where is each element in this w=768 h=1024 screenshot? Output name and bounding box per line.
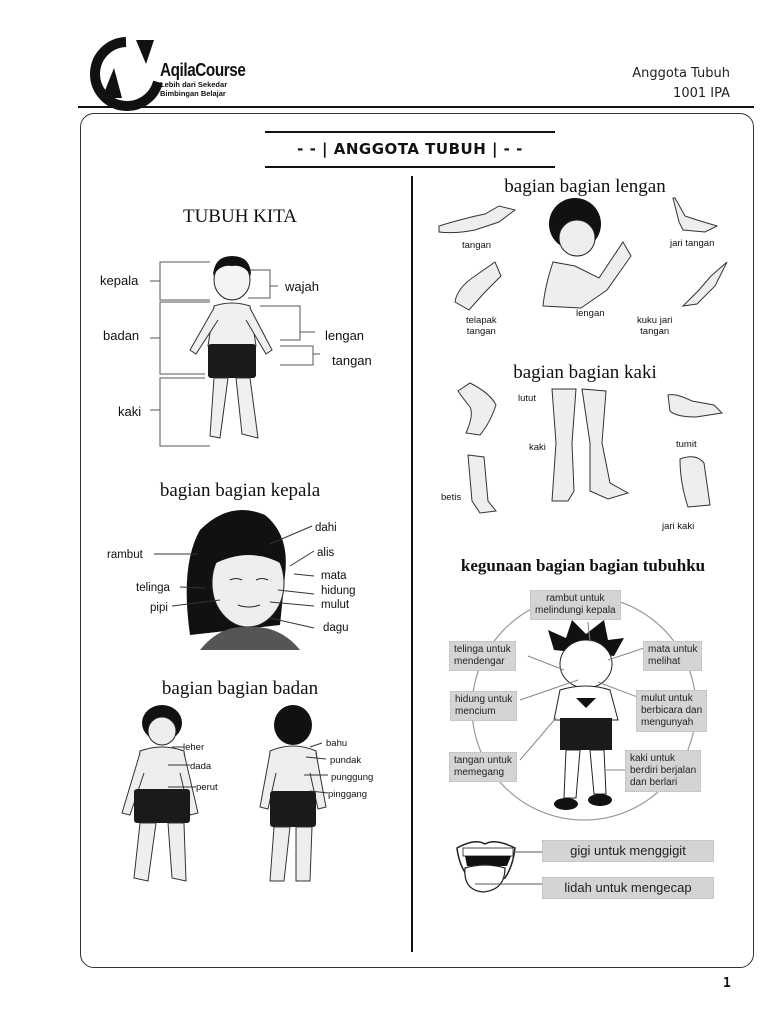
label-pipi: pipi	[150, 602, 168, 614]
use-kaki-line-1: kaki untuk	[630, 753, 676, 764]
label-leg-kaki: kaki	[529, 442, 546, 453]
kuku-line-1: kuku jari	[637, 315, 673, 326]
label-punggung: punggung	[331, 772, 374, 783]
tagline-line-1: Lebih dari Sekedar	[160, 80, 228, 89]
label-dagu: dagu	[323, 622, 349, 634]
label-wajah: wajah	[285, 279, 319, 294]
label-hidung: hidung	[321, 585, 356, 597]
label-perut: perut	[196, 782, 218, 793]
section-title-kepala: bagian bagian kepala	[159, 480, 321, 501]
leg-parts-illustration	[440, 383, 730, 518]
label-kuku-jari-tangan	[637, 315, 672, 337]
label-tangan: tangan	[332, 353, 372, 368]
use-box-telinga	[449, 641, 516, 671]
telapak-line-1: telapak	[466, 315, 497, 326]
label-dahi: dahi	[315, 522, 337, 534]
boy-front-back-illustration	[110, 703, 360, 888]
label-tumit: tumit	[676, 439, 697, 450]
label-telinga: telinga	[136, 582, 170, 594]
label-arm-tangan: tangan	[462, 240, 492, 251]
label-dada: dada	[190, 761, 212, 772]
label-lengan: lengan	[325, 328, 365, 343]
kuku-line-2: tangan	[640, 326, 670, 337]
section-title-kaki: bagian bagian kaki	[513, 362, 657, 383]
page-title: - - | ANGGOTA TUBUH | - -	[265, 131, 555, 168]
use-mulut-line-3: mengunyah	[641, 717, 694, 728]
use-box-kaki	[625, 750, 701, 792]
header-topic: Anggota Tubuh	[632, 66, 730, 81]
label-leher: leher	[183, 742, 205, 753]
boy-body-illustration	[150, 250, 350, 450]
use-hidung-line-2: mencium	[455, 706, 496, 717]
label-pinggang: pinggang	[328, 789, 368, 800]
use-hidung-line-1: hidung untuk	[455, 694, 513, 705]
label-arm-lengan: lengan	[576, 308, 605, 319]
header-rule	[78, 106, 754, 108]
label-telapak-tangan	[466, 315, 497, 337]
use-kaki-line-3: dan berlari	[630, 777, 678, 788]
use-tangan-line-1: tangan untuk	[454, 755, 512, 766]
use-box-mulut	[636, 690, 707, 732]
use-kaki-line-2: berdiri berjalan	[630, 765, 697, 776]
telapak-line-2: tangan	[466, 326, 496, 337]
column-divider	[411, 176, 413, 952]
header-meta	[632, 64, 730, 104]
page-number: 1	[723, 976, 731, 991]
tagline-line-2: Bimbingan Belajar	[160, 89, 226, 98]
section-title-kegunaan: kegunaan bagian bagian tubuhku	[460, 556, 706, 575]
logo-brand: AqilaCourse	[160, 60, 246, 80]
use-rambut-line-1: rambut untuk	[546, 593, 605, 604]
label-lutut: lutut	[518, 393, 536, 404]
use-mata-line-1: mata untuk	[648, 644, 698, 655]
use-telinga-line-2: mendengar	[454, 656, 505, 667]
label-kepala: kepala	[100, 273, 139, 288]
label-betis: betis	[441, 492, 462, 503]
section-title-tubuh-kita: TUBUH KITA	[182, 206, 298, 227]
label-jari-kaki: jari kaki	[662, 521, 695, 532]
label-badan: badan	[103, 328, 140, 343]
use-rambut-line-2: melindungi kepala	[535, 605, 616, 616]
use-tangan-line-2: memegang	[454, 767, 505, 778]
use-box-mata	[643, 641, 702, 671]
section-title-badan: bagian bagian badan	[161, 678, 319, 699]
use-mata-line-2: melihat	[648, 656, 681, 667]
label-pundak: pundak	[330, 755, 362, 766]
header-series: 1001 IPA	[673, 86, 730, 101]
use-box-gigi: gigi untuk menggigit	[542, 840, 714, 862]
use-telinga-line-1: telinga untuk	[454, 644, 511, 655]
label-jari-tangan: jari tangan	[670, 238, 715, 249]
use-box-lidah: lidah untuk mengecap	[542, 877, 714, 899]
use-box-rambut	[530, 590, 621, 620]
label-kaki: kaki	[118, 404, 142, 419]
use-box-tangan	[449, 752, 517, 782]
use-mulut-line-2: berbicara dan	[641, 705, 703, 716]
mouth-illustration	[455, 838, 545, 898]
label-rambut: rambut	[107, 549, 143, 561]
label-mata: mata	[321, 570, 347, 582]
logo-tagline	[160, 80, 227, 98]
section-title-lengan: bagian bagian lengan	[504, 176, 666, 197]
use-mulut-line-1: mulut untuk	[641, 693, 693, 704]
use-box-hidung	[450, 691, 517, 721]
label-mulut: mulut	[321, 599, 350, 611]
label-alis: alis	[317, 547, 335, 559]
label-bahu: bahu	[326, 738, 348, 749]
